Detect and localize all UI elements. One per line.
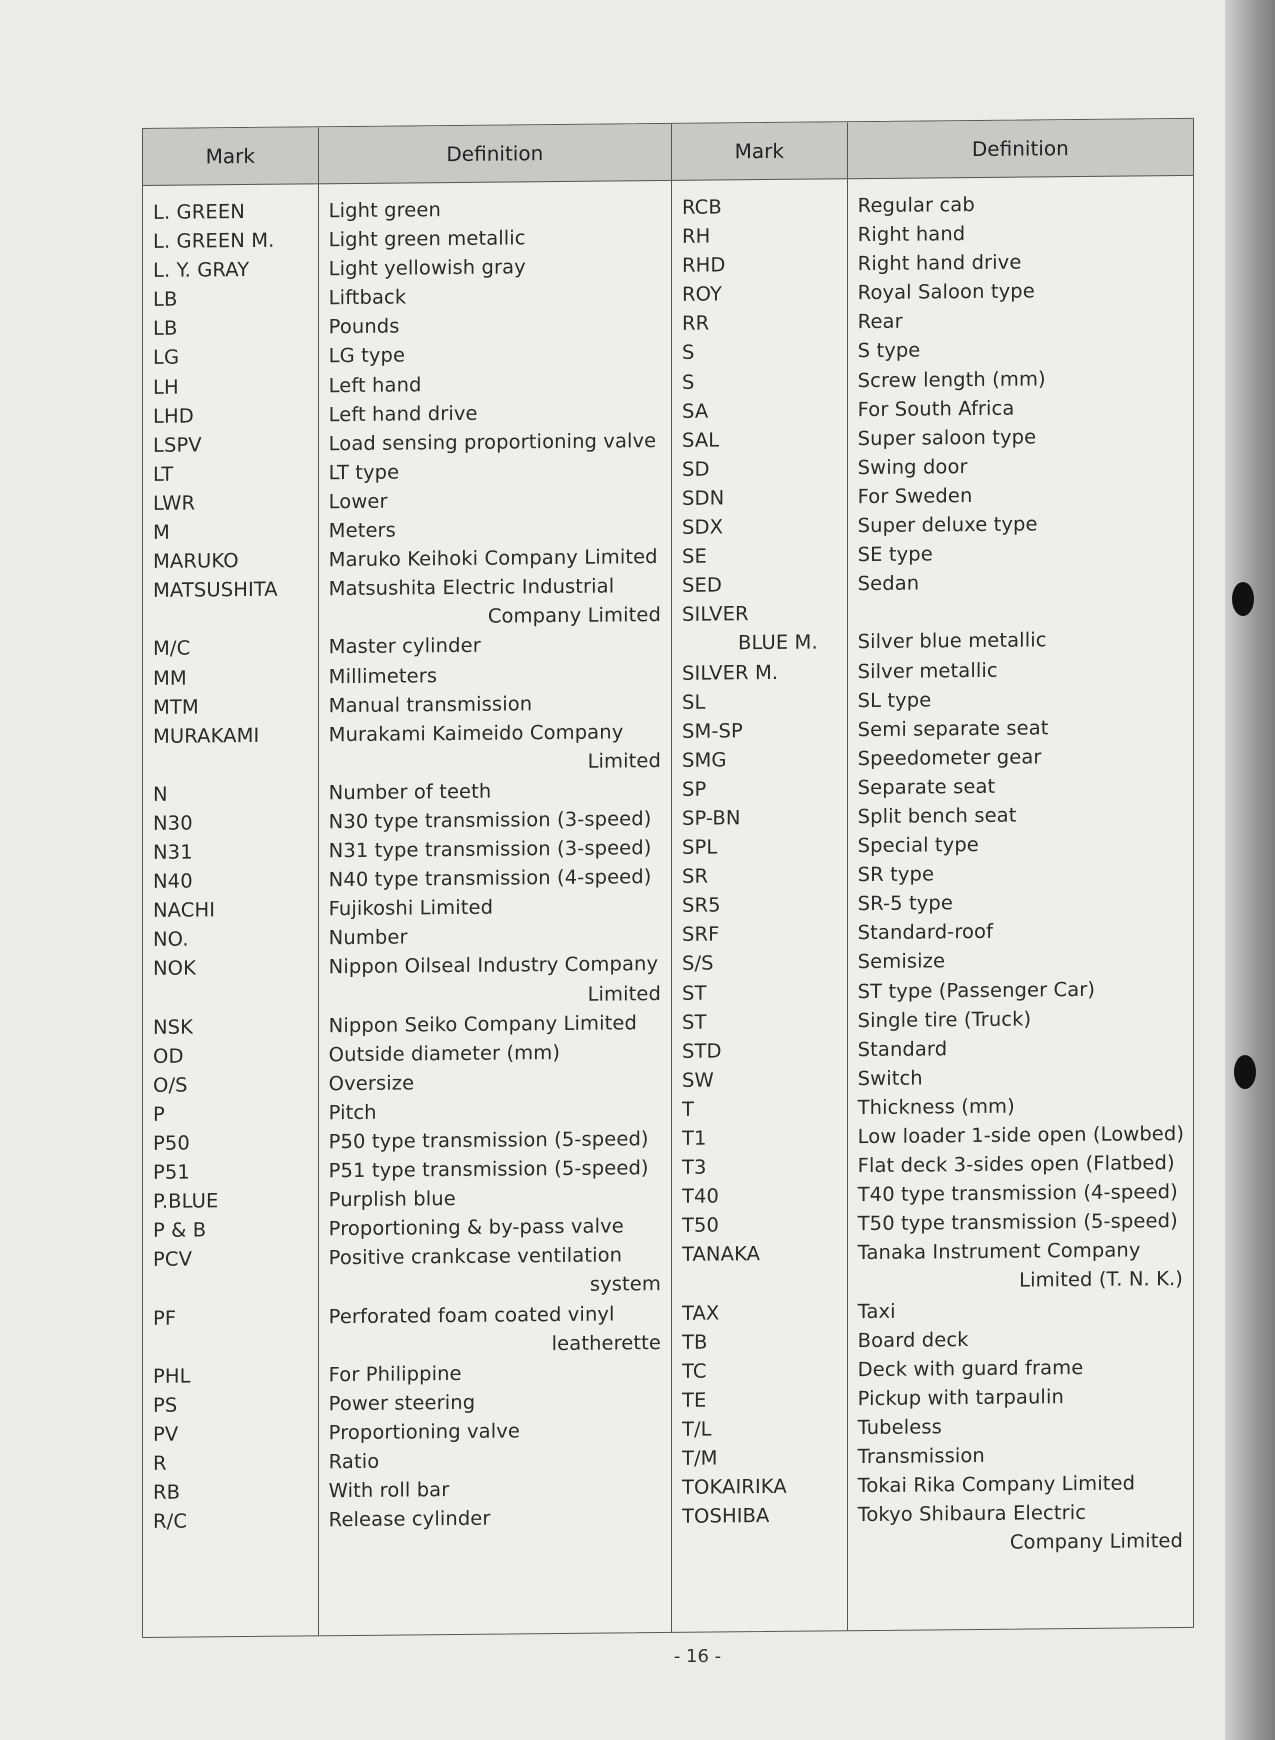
table-cell-mark: PV — [153, 1422, 179, 1446]
table-cell-definition: With roll bar — [328, 1478, 450, 1503]
table-cell-definition: Left hand — [328, 372, 422, 397]
table-cell-definition: P50 type transmission (5-speed) — [328, 1127, 649, 1154]
table-cell-definition: Maruko Keihoki Company Limited — [328, 545, 658, 572]
table-cell-mark: MM — [153, 666, 187, 690]
table-cell-mark: SP — [682, 777, 707, 801]
table-cell-mark: BLUE M. — [738, 630, 818, 655]
table-cell-definition: Thickness (mm) — [857, 1094, 1015, 1120]
table-cell-mark: R — [153, 1451, 167, 1475]
table-cell-definition: Switch — [857, 1066, 923, 1090]
table-cell-mark: N31 — [153, 840, 193, 864]
table-cell-mark: SPL — [682, 835, 718, 859]
table-cell-mark: LSPV — [153, 433, 202, 457]
table-cell-mark: SAL — [682, 428, 720, 452]
table-cell-definition: Board deck — [857, 1327, 969, 1352]
table-cell-definition: Power steering — [328, 1390, 476, 1416]
table-cell-mark: PS — [153, 1393, 178, 1417]
table-cell-mark: LB — [153, 287, 178, 312]
table-cell-definition: Taxi — [857, 1299, 896, 1323]
table-cell-mark — [672, 1268, 847, 1299]
table-cell-definition: LT type — [328, 460, 400, 485]
table-cell-definition: Regular cab — [857, 193, 975, 218]
table-cell-mark: LB — [153, 317, 178, 341]
table-cell-definition: Low loader 1-side open (Lowbed) — [857, 1121, 1185, 1149]
table-cell-mark: P.BLUE — [153, 1189, 219, 1214]
table-cell-mark: TOKAIRIKA — [682, 1474, 787, 1499]
table-cell-mark: M — [153, 520, 170, 544]
table-cell-mark: PHL — [153, 1364, 191, 1388]
table-cell-mark: STD — [682, 1039, 722, 1063]
table-cell-definition: Nippon Seiko Company Limited — [328, 1010, 637, 1037]
table-cell-definition: Tokyo Shibaura Electric — [857, 1501, 1087, 1527]
right-mark-column — [672, 179, 848, 1632]
table-cell-mark — [143, 1273, 318, 1304]
table-cell-definition: Standard — [857, 1036, 948, 1061]
table-cell-definition: Pitch — [328, 1100, 377, 1125]
table-cell-definition: Limited (T. N. K.) — [1019, 1267, 1184, 1293]
table-cell-mark: SM-SP — [682, 718, 743, 743]
table-cell-definition: Light green metallic — [328, 226, 526, 252]
table-cell-mark — [143, 604, 318, 635]
table-cell-definition: Murakami Kaimeido Company — [328, 720, 624, 746]
table-cell-definition: P51 type transmission (5-speed) — [328, 1156, 649, 1183]
table-cell-mark: MTM — [153, 695, 199, 719]
table-cell-definition: Standard-roof — [857, 920, 994, 945]
table-cell-mark — [143, 1331, 318, 1362]
table-cell-definition: Proportioning valve — [328, 1419, 520, 1445]
table-cell-definition: T40 type transmission (4-speed) — [857, 1180, 1178, 1207]
table-cell-definition: N30 type transmission (3-speed) — [328, 807, 652, 834]
table-cell-definition: Single tire (Truck) — [857, 1007, 1032, 1032]
table-cell-definition: Number of teeth — [328, 779, 492, 805]
table-cell-mark: N40 — [153, 869, 193, 894]
table-cell-definition: Pickup with tarpaulin — [857, 1384, 1064, 1410]
header-definition-left: Definition — [319, 124, 672, 183]
table-cell-mark: L. GREEN M. — [153, 228, 275, 253]
table-cell-mark: RH — [682, 224, 711, 248]
table-cell-mark: M/C — [153, 636, 191, 661]
table-cell-definition: SR type — [857, 862, 935, 887]
table-cell-definition: SR-5 type — [857, 891, 953, 916]
table-cell-definition: T50 type transmission (5-speed) — [857, 1209, 1178, 1236]
table-cell-definition: Tanaka Instrument Company — [857, 1238, 1141, 1265]
table-cell-mark: LG — [153, 346, 180, 370]
table-cell-definition: Master cylinder — [328, 634, 481, 659]
table-cell-mark: LT — [153, 462, 174, 486]
table-cell-mark: LH — [153, 375, 179, 399]
table-cell-definition: Right hand — [857, 222, 966, 247]
table-cell-mark: OD — [153, 1044, 184, 1068]
table-cell-definition: Super saloon type — [857, 425, 1037, 450]
table-cell-mark: RR — [682, 311, 710, 336]
table-cell-definition: Liftback — [328, 285, 407, 310]
table-cell-mark: SR — [682, 864, 709, 888]
table-cell-mark: S/S — [682, 951, 714, 976]
table-header — [143, 119, 1193, 186]
table-cell-definition: Positive crankcase ventilation — [328, 1243, 623, 1270]
table-cell-mark: SA — [682, 399, 709, 423]
binder-hole-upper — [1232, 582, 1254, 616]
left-mark-column — [143, 184, 319, 1637]
table-cell-mark: P51 — [153, 1160, 190, 1184]
table-cell-definition: leatherette — [551, 1330, 661, 1355]
table-cell-definition: Lower — [328, 489, 388, 514]
table-cell-definition: Silver metallic — [857, 658, 998, 683]
table-cell-mark: P & B — [153, 1218, 207, 1243]
table-cell-definition: Separate seat — [857, 774, 996, 800]
table-cell-mark: S — [682, 370, 695, 394]
table-cell-mark — [143, 982, 318, 1013]
table-cell-mark: SRF — [682, 922, 720, 947]
table-cell-mark: NACHI — [153, 898, 216, 923]
table-cell-mark: SW — [682, 1068, 714, 1092]
table-cell-definition: Deck with guard frame — [857, 1355, 1084, 1381]
page-number: - 16 - — [673, 1646, 722, 1667]
table-cell-mark: S — [682, 341, 695, 365]
table-cell-mark: MURAKAMI — [153, 723, 260, 748]
table-cell-definition: Oversize — [328, 1071, 415, 1096]
table-cell-definition: Number — [328, 925, 408, 950]
table-cell-definition: Silver blue metallic — [857, 628, 1047, 654]
table-cell-mark: T1 — [682, 1126, 707, 1150]
table-cell-definition: Screw length (mm) — [857, 366, 1046, 392]
table-cell-definition: Transmission — [857, 1443, 985, 1469]
table-cell-definition: Speedometer gear — [857, 745, 1042, 770]
table-cell-definition: Millimeters — [328, 663, 438, 688]
table-cell-definition — [848, 595, 1193, 627]
table-cell-definition: Proportioning & by-pass valve — [328, 1214, 624, 1241]
table-cell-mark: TOSHIBA — [682, 1504, 770, 1529]
table-cell-definition: Perforated foam coated vinyl — [328, 1302, 615, 1328]
table-cell-mark: RHD — [682, 253, 726, 278]
table-cell-mark: LHD — [153, 404, 194, 428]
table-cell-definition: Release cylinder — [328, 1506, 491, 1532]
table-cell-mark: NOK — [153, 956, 197, 981]
right-definition-column — [848, 176, 1193, 1630]
table-cell-mark: SL — [682, 690, 706, 714]
table-cell-mark: ST — [682, 981, 707, 1005]
table-cell-definition: Split bench seat — [857, 803, 1017, 829]
binder-hole-lower — [1234, 1055, 1256, 1089]
table-cell-definition: Semi separate seat — [857, 715, 1049, 741]
table-cell-definition: Sedan — [857, 571, 920, 596]
table-cell-definition: S type — [857, 338, 921, 363]
table-cell-mark: ST — [682, 1010, 707, 1034]
table-cell-mark: SMG — [682, 748, 727, 772]
table-cell-mark: MATSUSHITA — [153, 577, 278, 603]
table-cell-definition: Tubeless — [857, 1415, 942, 1440]
table-cell-mark: NO. — [153, 927, 189, 952]
table-cell-definition: Company Limited — [1009, 1529, 1184, 1554]
table-body — [143, 176, 1193, 1637]
table-cell-mark: L. Y. GRAY — [153, 258, 250, 283]
table-cell-definition: Purplish blue — [328, 1187, 456, 1212]
table-cell-definition: Right hand drive — [857, 250, 1022, 276]
table-cell-definition: Manual transmission — [328, 691, 533, 717]
table-cell-mark: P — [153, 1102, 165, 1126]
table-cell-mark: T3 — [682, 1155, 707, 1179]
table-cell-definition: Royal Saloon type — [857, 279, 1035, 305]
table-cell-definition: Flat deck 3-sides open (Flatbed) — [857, 1151, 1175, 1178]
table-cell-definition: Matsushita Electric Industrial — [328, 574, 615, 601]
table-cell-mark: TAX — [682, 1301, 720, 1325]
table-cell-definition: Load sensing proportioning valve — [328, 428, 657, 455]
table-cell-mark: TC — [682, 1359, 707, 1383]
table-cell-definition: SE type — [857, 542, 933, 567]
header-definition-right: Definition — [971, 136, 1069, 162]
table-cell-mark: T50 — [682, 1213, 720, 1238]
table-cell-mark: SD — [682, 457, 710, 481]
table-cell-definition: Limited — [587, 981, 661, 1006]
table-cell-mark: SILVER — [682, 602, 749, 627]
table-cell-definition: Fujikoshi Limited — [328, 895, 494, 921]
table-cell-mark: LWR — [153, 491, 196, 515]
table-cell-definition: Super deluxe type — [857, 512, 1038, 538]
table-cell-definition: Pounds — [328, 314, 400, 339]
table-cell-definition: Rear — [857, 310, 903, 334]
table-cell-definition: For Sweden — [857, 483, 973, 509]
table-cell-mark: SED — [682, 573, 723, 598]
table-cell-definition: system — [589, 1272, 661, 1297]
table-cell-definition: N40 type transmission (4-speed) — [328, 865, 652, 892]
header-mark-left: Mark — [143, 127, 319, 185]
table-cell-definition: Light yellowish gray — [328, 255, 526, 281]
table-cell-definition: SL type — [857, 688, 932, 712]
table-cell-definition: Swing door — [857, 454, 968, 479]
table-cell-mark: N30 — [153, 811, 193, 835]
table-cell-definition: LG type — [328, 343, 406, 368]
table-cell-mark: T/L — [682, 1417, 712, 1441]
table-cell-mark: T40 — [682, 1184, 720, 1209]
table-cell-mark: PF — [153, 1306, 177, 1330]
table-cell-mark: SR5 — [682, 893, 721, 918]
table-cell-definition: Light green — [328, 198, 441, 223]
table-cell-definition: Ratio — [328, 1449, 380, 1474]
table-cell-mark: SE — [682, 544, 707, 568]
table-cell-mark: T — [682, 1097, 695, 1121]
table-cell-mark: T/M — [682, 1446, 718, 1470]
table-cell-mark: SILVER M. — [682, 660, 779, 685]
table-cell-mark: R/C — [153, 1509, 188, 1534]
table-cell-mark: TANAKA — [682, 1242, 761, 1267]
table-cell-mark: MARUKO — [153, 549, 239, 574]
table-cell-definition: Special type — [857, 833, 979, 858]
table-cell-mark: O/S — [153, 1073, 188, 1097]
table-cell-mark — [143, 749, 318, 780]
table-cell-mark: RCB — [682, 195, 722, 219]
table-cell-definition: Company Limited — [487, 603, 661, 628]
left-definition-column — [319, 181, 672, 1635]
table-cell-mark: P50 — [153, 1131, 190, 1155]
table-cell-mark: ROY — [682, 282, 723, 307]
table-cell-mark: TB — [682, 1330, 708, 1354]
table-cell-mark: SP-BN — [682, 806, 741, 830]
page-edge-shadow — [1225, 0, 1275, 1740]
table-cell-mark: PCV — [153, 1247, 193, 1272]
abbreviation-table — [142, 118, 1194, 1638]
table-cell-mark: SDX — [682, 515, 724, 539]
table-cell-definition: Left hand drive — [328, 401, 478, 426]
table-cell-mark: SDN — [682, 486, 725, 510]
table-cell-mark: N — [153, 782, 168, 806]
table-cell-definition: N31 type transmission (3-speed) — [328, 836, 652, 863]
table-cell-mark: TE — [682, 1388, 707, 1412]
table-cell-definition: For South Africa — [857, 396, 1015, 421]
table-cell-mark: L. GREEN — [153, 200, 245, 224]
table-cell-definition: Meters — [328, 518, 396, 543]
table-cell-definition: Tokai Rika Company Limited — [857, 1471, 1136, 1498]
table-cell-mark: NSK — [153, 1015, 194, 1039]
table-cell-mark: RB — [153, 1480, 181, 1505]
table-cell-definition: Nippon Oilseal Industry Company — [328, 952, 659, 979]
table-cell-definition: Outside diameter (mm) — [328, 1040, 561, 1066]
header-mark-right: Mark — [672, 122, 848, 180]
table-cell-definition: ST type (Passenger Car) — [857, 977, 1096, 1003]
table-cell-definition: Limited — [587, 748, 661, 773]
table-cell-definition: For Philippine — [328, 1361, 462, 1386]
table-cell-definition: Semisize — [857, 949, 946, 974]
